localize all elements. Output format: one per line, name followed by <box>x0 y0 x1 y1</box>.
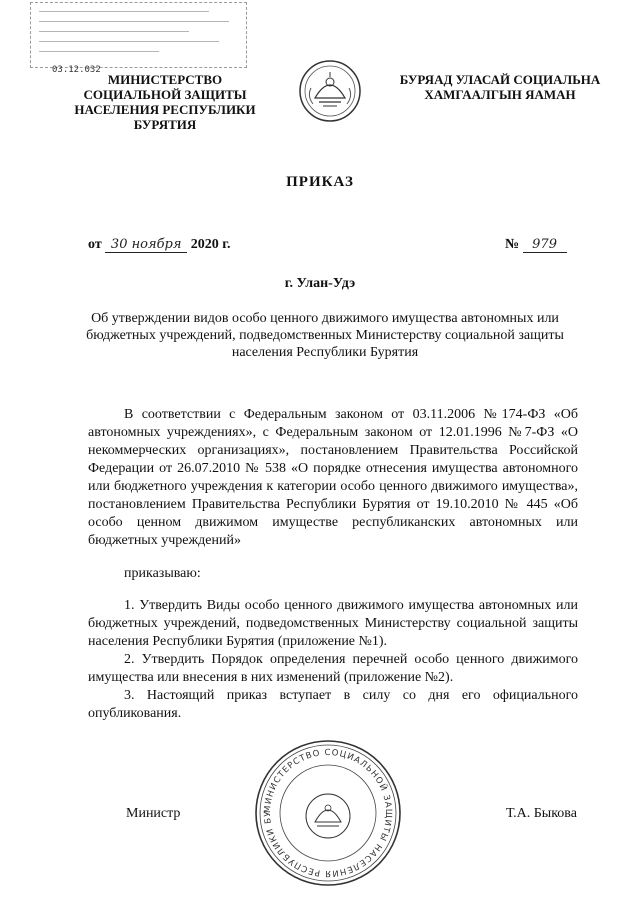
signer-position: Министр <box>126 806 181 821</box>
order-item-1: 1. Утвердить Виды особо ценного движимого имущества автономных или бюджетных учреждений, подведомственных Министерству социальной защиты населения Республики Бурятия (приложение №1). <box>88 598 578 649</box>
coat-of-arms-icon <box>297 58 363 124</box>
ministry-name-ru: МИНИСТЕРСТВО СОЦИАЛЬНОЙ ЗАЩИТЫ НАСЕЛЕНИЯ РЕСПУБЛИКИ БУРЯТИЯ <box>74 72 256 132</box>
ministry-name-bua: БУРЯАД УЛАСАЙ СОЦИАЛЬНА ХАМГААЛГЫН ЯАМАН <box>399 72 601 102</box>
order-word: приказываю: <box>124 566 201 581</box>
date-year: 2020 г. <box>190 237 231 252</box>
date-line <box>88 237 230 253</box>
preamble-paragraph: В соответствии с Федеральным законом от 03.11.2006 №174-ФЗ «Об автономных учреждениях», с Федеральным законом от 12.01.1996 №7-ФЗ «О некоммерческих организациях», постановлением Правительства Российской Федерации от 26.07.2010 № 538 «О порядке отнесения имущества автономного или бюджетного учреждения к категории особо ценного движимого имущества», постановлением Правительства Республики Бурятия от 19.10.2010 № 445 «Об особо ценном движимом имуществе республиканских автономных или бюджетных учреждений» <box>88 407 578 548</box>
order-item-3: 3. Настоящий приказ вступает в силу со дня его официального опубликования. <box>88 688 578 721</box>
number-line <box>505 237 567 253</box>
number-handwritten: 979 <box>523 237 567 253</box>
document-subject: Об утверждении видов особо ценного движимого имущества автономных или бюджетных учреждений, подведомственных Министерству социальной защиты населения Республики Бурятия <box>86 311 564 360</box>
round-official-seal-icon <box>253 738 403 888</box>
registration-stamp <box>30 2 247 68</box>
city: г. Улан-Удэ <box>284 276 356 291</box>
registration-number: 03.12.032 <box>52 65 101 75</box>
signer-name: Т.А. Быкова <box>506 806 577 821</box>
document-title: ПРИКАЗ <box>286 174 354 190</box>
svg-text:МИНИСТЕРСТВО СОЦИАЛЬНОЙ ЗАЩИТЫ: МИНИСТЕРСТВО СОЦИАЛЬНОЙ ЗАЩИТЫ НАСЕЛЕНИЯ РЕСПУБЛИКИ БУ <box>262 747 394 879</box>
number-prefix: № <box>505 237 520 252</box>
order-item-2: 2. Утвердить Порядок определения перечней особо ценного движимого имущества или внесения в них изменений (приложение №2). <box>88 652 578 685</box>
date-prefix: от <box>88 237 102 252</box>
date-handwritten: 30 ноября <box>105 237 187 253</box>
